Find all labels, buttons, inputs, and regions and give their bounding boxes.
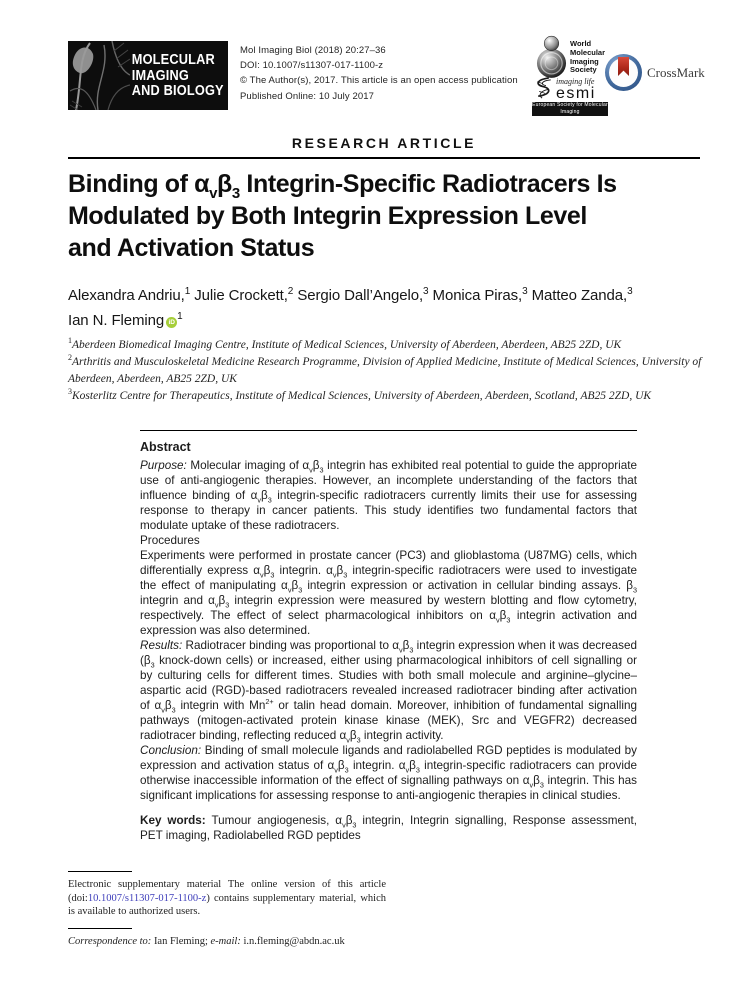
affiliation: $^2$Arthritis and Musculoskeletal Medicine Research Programme, Division of Applied Medicine, Institute of Medical Sciences, University of Aberdeen, Aberdeen, AB25 2ZD, UK — [68, 353, 702, 385]
footnotes — [68, 871, 386, 948]
esmi-banner: European Society for Molecular Imaging — [532, 102, 608, 115]
abstract-procedures: Experiments were performed in prostate cancer (PC3) and glioblastoma (U87MG) cells, which differentially express $\alpha_v\beta_3$ integrin. $\alpha_v\beta_3$ integrin-specific radiotracers were used to investigate the effect of manipulating $\alpha_v\beta_3$ integrin expression or activation in cellular binding assays. $\beta_3$ integrin and $\alpha_v\beta_3$ integrin expression were measured by western blotting and flow cytometry, respectively. The effect of select pharmacological inhibitors on $\alpha_v\beta_3$ integrin activation and expression was also determined. — [140, 549, 637, 637]
abstract-rule — [140, 430, 637, 431]
wmis-label-line: World — [570, 39, 592, 48]
journal-logo-title — [130, 41, 224, 110]
journal-logo-line: MOLECULAR — [131, 52, 215, 68]
abstract-results: Results: Radiotracer binding was proportional to $\alpha_v\beta_3$ integrin expression when it was decreased ($\beta_3$ knock-down cells) or increased, either using pharmacological inhibitors of cell signalling or by culturing cells for different times. Studies with both small molecule and arginine–glycine–aspartic acid (RGD)-based radiotracers revealed increased radiotracer binding after activation of $\alpha_v\beta_3$ integrin with $Mn^{2+}$ or talin head domain. Moreover, inhibition of fundamental signalling pathways (mitogen-activated protein kinase kinase (MEK), Src and VEGFR2) decreased radiotracer binding, reflecting reduced $\alpha_v\beta_3$ integrin activity. — [140, 639, 637, 745]
correspondence-note: Correspondence to: Ian Fleming; e-mail: i.n.fleming@abdn.ac.uk — [68, 935, 345, 947]
crossmark-icon — [605, 54, 642, 91]
affiliation: $^1$Aberdeen Biomedical Imaging Centre, Institute of Medical Sciences, University of Aberdeen, Aberdeen, AB25 2ZD, UK — [68, 336, 622, 351]
author-affiliation-sup: 1 — [177, 311, 183, 322]
esmi-logo — [532, 76, 608, 116]
abstract-procedures-heading: Procedures — [140, 534, 200, 547]
wmis-sphere-icon — [536, 34, 567, 79]
authors-line — [68, 283, 708, 333]
footnote-rule — [68, 871, 132, 872]
citation-line: © The Author(s), 2017. This article is an open access publication — [240, 75, 518, 87]
abstract-heading: Abstract — [140, 440, 191, 454]
journal-logo-line: IMAGING — [131, 67, 190, 84]
affiliations — [68, 337, 708, 405]
doi-link[interactable]: 10.1007/s11307-017-1100-z — [87, 892, 207, 904]
keywords: Key words: Tumour angiogenesis, $\alpha_v\beta_3$ integrin, Integrin signalling, Response assessment, PET imaging, Radiolabelled RGD peptides — [140, 814, 637, 842]
wmis-label — [570, 34, 605, 79]
journal-logo-art-icon — [68, 41, 130, 110]
orcid-icon[interactable]: iD — [166, 317, 177, 328]
abstract-conclusion: Conclusion: Binding of small molecule ligands and radiolabelled RGD peptides is modulated by expression and activation status of $\alpha_v\beta_3$ integrin. $\alpha_v\beta_3$ integrin-specific radiotracers can provide otherwise inaccessible information of the effect of signalling pathways on $\alpha_v\beta_3$ integrin. This has significant implications for assessing response to anti-angiogenic therapies in clinical studies. — [140, 744, 637, 802]
authors-names: Alexandra Andriu,$^1$ Julie Crockett,$^2$ Sergio Dall’Angelo,$^3$ Monica Piras,$^3$ Matteo Zanda,$^3$ Ian N. Fleming — [68, 286, 633, 329]
esmi-wordmark: esmi — [556, 85, 596, 102]
journal-logo — [68, 41, 228, 110]
section-kicker: RESEARCH ARTICLE — [291, 135, 477, 151]
citation-line: DOI: 10.1007/s11307-017-1100-z — [240, 60, 384, 72]
page-title: Binding of $\alpha_v\beta_3$ Integrin-Specific Radiotracers Is Modulated by Both Integrin Expression Level and Activation Status — [68, 170, 617, 262]
citation-block — [240, 43, 518, 104]
correspondence-rule — [68, 928, 132, 929]
wmis-label-line: Molecular — [570, 47, 606, 57]
esmi-tagline: imaging life — [556, 77, 595, 86]
citation-line: Mol Imaging Biol (2018) 20:27–36 — [240, 45, 386, 56]
wmis-label-line: Society — [570, 65, 597, 75]
wmis-label-line: Imaging — [570, 56, 599, 66]
abstract-section — [140, 430, 637, 843]
crossmark-label: CrossMark — [647, 64, 705, 80]
esm-note: Electronic supplementary material The online version of this article (doi:10.1007/s11307-017-1100-z) contains supplementary material, which is available to authorized users. — [68, 879, 386, 918]
kicker-rule — [68, 157, 700, 159]
journal-logo-line: AND BIOLOGY — [131, 83, 224, 99]
email-link[interactable]: i.n.fleming@abdn.ac.uk — [243, 935, 345, 947]
esmi-helix-icon — [532, 76, 555, 101]
wmis-logo — [536, 34, 605, 79]
affiliation: $^3$Kosterlitz Centre for Therapeutics, Institute of Medical Sciences, University of Aberdeen, Aberdeen, Scotland, AB25 2ZD, UK — [68, 387, 652, 402]
citation-line: Published Online: 10 July 2017 — [240, 90, 374, 102]
abstract-purpose: Purpose: Molecular imaging of $\alpha_v\beta_3$ integrin has exhibited real potential to guide the appropriate use of anti-angiogenic therapies. However, an incomplete understanding of the factors that influence binding of $\alpha_v\beta_3$ integrin-specific radiotracers currently limits their use for assessing response to therapy in cancer patients. This study identifies two fundamental factors that modulate uptake of these radiotracers. — [140, 459, 637, 532]
crossmark-badge[interactable] — [605, 54, 705, 91]
